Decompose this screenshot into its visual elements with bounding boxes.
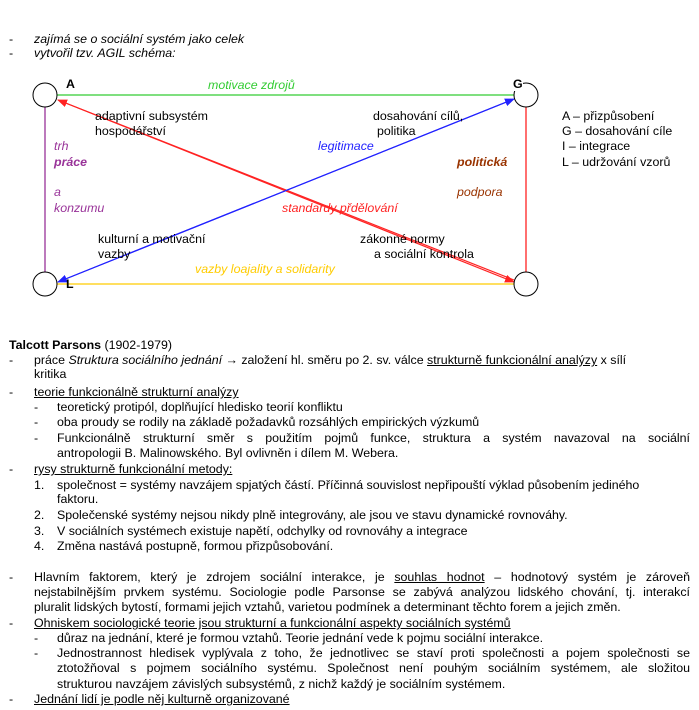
intro-line-2: vytvořil tzv. AGIL schéma: [34,46,176,60]
legend-l: L – udržování vzorů [562,155,671,169]
quadrant-br-line-2: a sociální kontrola [374,247,474,261]
bullet-dash: - [9,32,14,46]
legend-g: G – dosahování cíle [562,124,673,138]
bullet-dash: - [9,570,14,584]
quadrant-tr-line-2: politika [377,124,416,138]
bullet-dash: - [9,353,14,367]
bottom-label: vazby loajality a solidarity [195,262,335,276]
bullet-dash: - [9,692,14,706]
node-a [33,83,57,107]
theory-item: oba proudy se rodily na základě požadavků rozsáhlých empirických výzkumů [57,415,480,429]
intro-line-1: zajímá se o sociální systém jako celek [34,32,245,46]
works-title: Struktura sociálního jednání [68,353,223,367]
top-label: motivace zdrojů [208,78,295,92]
works-link: strukturně funkcionální analýzy [427,353,598,367]
feature-item: V sociálních systémech existuje napětí, odchylky od rovnováhy a integrace [57,524,468,538]
right-podpora: podpora [457,185,503,199]
feature-number: 4. [34,539,45,553]
left-prace: práce [54,155,88,169]
feature-item: Společenské systémy nejsou nikdy plně integrovány, ale jsou ve stavu dynamické rovnováhy. [57,508,568,522]
left-trh: trh [54,139,69,153]
parsons-name: Talcott Parsons [9,338,102,352]
main-paragraph-line-2: nejstabilnějším prvkem systému. Sociologie podle Parsonse se zabývá analýzou lidského chování, tj. interakcí [34,585,690,599]
ohnisko-item: důraz na jednání, které je formou vztahů. Teorie jednání vede k pojmu sociální interakce. [57,631,544,645]
bullet-dash: - [9,616,14,630]
bullet-dash: - [9,462,14,476]
feature-item: společnost = systémy navzájem spjatých částí. Příčinná souvislost nepřipouští výklad působením jediného [57,478,640,492]
corner-g-label: G [513,77,523,91]
quadrant-bl-line-2: vazby [98,247,131,261]
sub-dash: - [34,431,39,445]
legend-i: I – integrace [562,139,631,153]
feature-number: 3. [34,524,45,538]
sub-dash: - [34,646,39,660]
bullet-dash: - [9,385,14,399]
corner-l-label: L [66,277,74,291]
sub-dash: - [34,631,39,645]
parsons-years: (1902-1979) [104,338,173,352]
bullet-dash: - [9,46,14,60]
works-line: práce Struktura sociálního jednání → založení hl. směru po 2. sv. válce strukturně funkcionální analýzy x sílí [34,353,627,367]
feature-item: Změna nastává postupně, formou přizpůsobování. [57,539,334,553]
main-paragraph-line-1: Hlavním faktorem, který je zdrojem sociální interakce, je souhlas hodnot – hodnotový systém je zároveň [34,570,690,584]
quadrant-tl-line-2: hospodářství [95,124,166,138]
quadrant-tl-line-1: adaptivní subsystém [95,109,208,123]
legend-a: A – přizpůsobení [562,109,655,123]
sub-dash: - [34,400,39,414]
quadrant-tr-line-1: dosahování cílů, [373,109,464,123]
souhlas-hodnot: souhlas hodnot [394,570,485,584]
quadrant-bl-line-1: kulturní a motivační [98,232,206,246]
sub-dash: - [34,415,39,429]
right-politicka: politická [457,155,508,169]
left-konzumu: konzumu [54,201,105,215]
theory-heading: teorie funkcionálně strukturní analýzy [34,385,239,399]
quadrant-br-line-1: zákonné normy [360,232,445,246]
corner-a-label: A [66,77,75,91]
legitimace-label: legitimace [318,139,374,153]
node-i [514,272,538,296]
theory-item: teoretický protipól, doplňující hledisko teorií konfliktu [57,400,343,414]
ohnisko-item-2-line-1: Jednostrannost hledisek vyplývala z toho, že jednotlivec se staví proti společnosti a pojem společnosti se [57,646,690,660]
node-l [33,272,57,296]
feature-number: 2. [34,508,45,522]
feature-number: 1. [34,478,45,492]
left-a: a [54,185,61,199]
section-heading [9,338,172,352]
main-paragraph-line-3: pluralit lidských bytostí, formami jejich vztahů, varietou podmínek a determinant těchto forem a jejich změn. [34,600,621,614]
theory-item-3-line-1: Funkcionálně strukturní směr s použitím pojmů funkce, struktura a systém navazoval na sociální [57,431,690,445]
ohnisko-item-2-line-3: strukturou navzájem závislých subsystémů, z nichž každý je sociálním systémem. [57,677,506,691]
features-heading: rysy strukturně funkcionální metody: [34,462,233,476]
last-heading: Jednání lidí je podle něj kulturně organizované [34,692,290,706]
feature-item-cont: faktoru. [57,492,99,506]
theory-item-3-line-2: antropologii B. Malinowského. Byl ovlivněn i dílem M. Webera. [57,446,399,460]
ohnisko-heading: Ohniskem sociologické teorie jsou strukturní a funkcionální aspekty sociálních systémů [34,616,511,630]
ohnisko-item-2-line-2: ztotožňoval s pojmem sociálního systému. Společnost není pouhým sociálním systémem, ale složitou [57,661,690,675]
standardy-label: standardy přdělování [282,201,398,215]
works-line-2: kritika [34,367,67,381]
